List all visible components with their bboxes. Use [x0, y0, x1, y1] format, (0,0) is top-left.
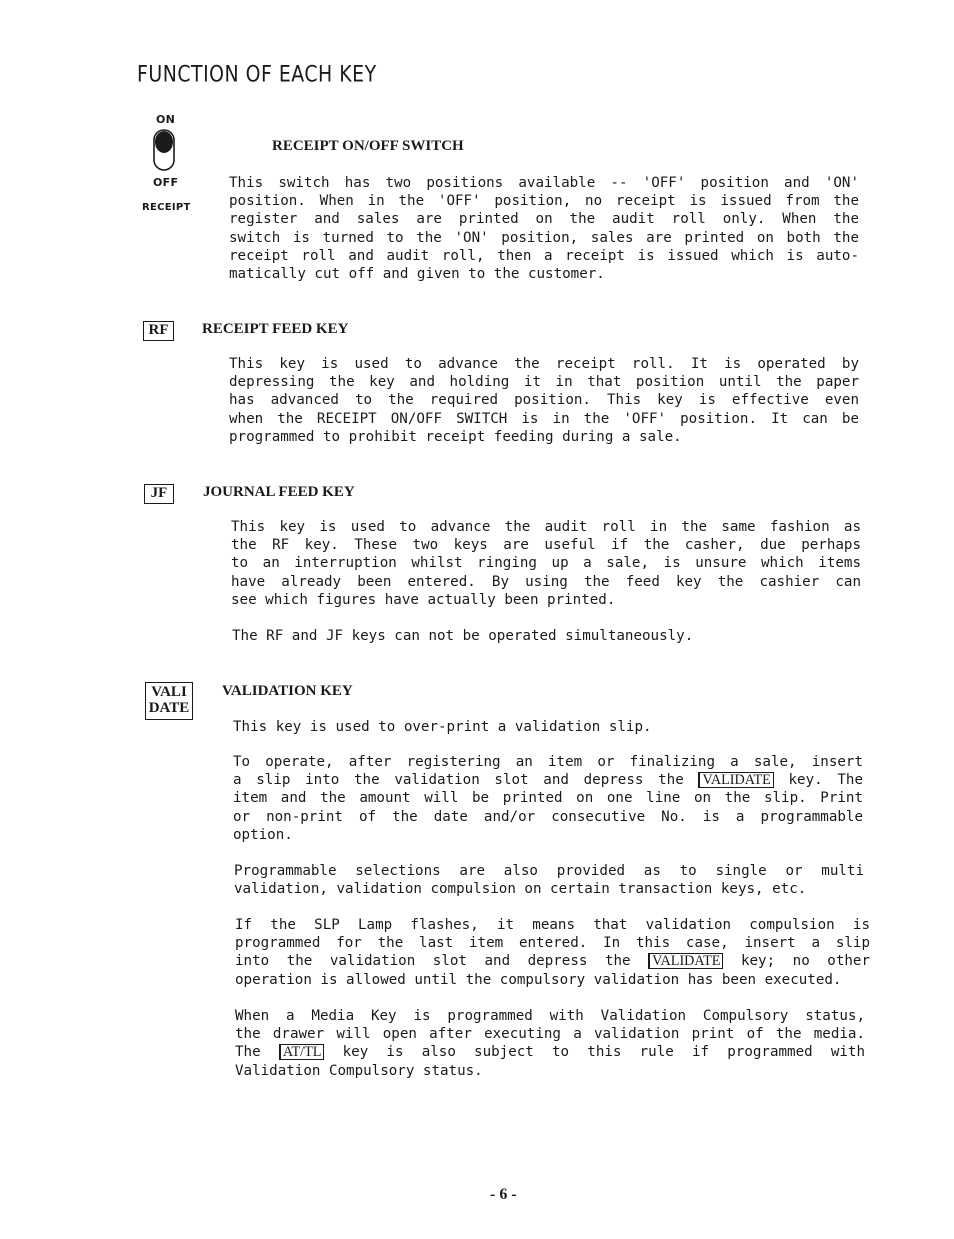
journal-feed-note: The RF and JF keys can not be operated simultaneously. — [232, 628, 694, 644]
text-line-with-key — [233, 771, 863, 789]
receipt-switch-heading: RECEIPT ON/OFF SWITCH — [272, 138, 464, 154]
validate-inline-key: VALIDATE — [698, 772, 773, 788]
validation-intro: This key is used to over-print a validation slip. — [233, 719, 652, 735]
validate-inline-key: VALIDATE — [648, 953, 723, 969]
text-segment: The — [235, 1044, 261, 1061]
switch-on-label: ON — [156, 113, 176, 126]
jf-key-icon: JF — [144, 484, 174, 504]
text-line: operation is allowed until the compulsory validation has been executed. — [235, 971, 842, 988]
at-tl-inline-key: AT/TL — [279, 1044, 325, 1060]
text-line: has advanced to the required position. This key is effective even — [229, 392, 859, 409]
text-line: Programmable selections are also provided as to single or multi — [234, 863, 864, 879]
receipt-feed-heading: RECEIPT FEED KEY — [202, 321, 349, 337]
text-line: item and the amount will be printed on one line on the slip. Print — [233, 790, 863, 807]
text-line: receipt roll and audit roll, then a receipt is issued which is auto- — [229, 247, 859, 264]
page-number: - 6 - — [490, 1186, 517, 1203]
text-line: This key is used to advance the audit roll in the same fashion as — [231, 519, 861, 535]
text-line: This key is used to advance the receipt roll. It is operated by — [229, 356, 859, 372]
text-line: If the SLP Lamp flashes, it means that validation compulsion is — [235, 917, 870, 933]
text-line-with-key — [235, 952, 870, 970]
validation-heading: VALIDATION KEY — [222, 683, 353, 699]
validation-paragraph-3 — [235, 916, 870, 989]
text-line: Validation Compulsory status. — [235, 1062, 483, 1079]
text-segment: into the validation slot and depress the — [235, 953, 631, 970]
text-line: register and sales are printed on the audit roll only. When the — [229, 211, 859, 228]
text-line-with-key — [235, 1043, 865, 1061]
text-line: programmed to prohibit receipt feeding during a sale. — [229, 428, 682, 445]
validate-key-line2: DATE — [148, 700, 190, 716]
text-segment: a slip into the validation slot and depress the — [233, 772, 684, 789]
text-line: switch is turned to the 'ON' position, sales are printed on both the — [229, 229, 859, 246]
text-line: matically cut off and given to the customer. — [229, 266, 605, 283]
rf-key-icon: RF — [143, 321, 174, 341]
receipt-feed-paragraph — [229, 355, 859, 446]
text-line: validation, validation compulsion on certain transaction keys, etc. — [234, 881, 807, 898]
journal-feed-paragraph — [231, 518, 861, 609]
validate-key-icon — [145, 682, 193, 720]
text-line: depressing the key and holding it in that position until the paper — [229, 374, 859, 391]
text-line: programmed for the last item entered. In this case, insert a slip — [235, 935, 870, 952]
text-line: to an interruption whilst ringing up a sale, is unsure which items — [231, 555, 861, 572]
text-line: When a Media Key is programmed with Validation Compulsory status, — [235, 1008, 865, 1024]
text-line: or non-print of the date and/or consecutive No. is a programmable — [233, 808, 863, 825]
text-line: the drawer will open after executing a validation print of the media. — [235, 1026, 865, 1043]
text-line: option. — [233, 826, 293, 843]
text-line: position. When in the 'OFF' position, no receipt is issued from the — [229, 193, 859, 210]
receipt-switch-paragraph — [229, 174, 859, 283]
page-title: FUNCTION OF EACH KEY — [137, 61, 377, 87]
toggle-switch-icon — [152, 128, 176, 176]
switch-off-label: OFF — [153, 176, 179, 189]
text-line: the RF key. These two keys are useful if the casher, due perhaps — [231, 537, 861, 554]
text-line: see which figures have actually been printed. — [231, 591, 616, 608]
text-segment: key is also subject to this rule if programmed with — [342, 1044, 865, 1061]
validation-paragraph-1 — [233, 753, 863, 844]
validation-paragraph-4 — [235, 1007, 865, 1080]
text-line: To operate, after registering an item or finalizing a sale, insert — [233, 754, 863, 770]
text-segment: key; no other — [740, 953, 870, 970]
text-line: when the RECEIPT ON/OFF SWITCH is in the 'OFF' position. It can be — [229, 410, 859, 427]
text-line: This switch has two positions available -- 'OFF' position and 'ON' — [229, 175, 859, 191]
text-line: have already been entered. By using the feed key the cashier can — [231, 573, 861, 590]
validate-key-line1: VALI — [151, 684, 187, 700]
journal-feed-heading: JOURNAL FEED KEY — [203, 484, 355, 500]
switch-receipt-label: RECEIPT — [142, 202, 191, 213]
text-segment: key. The — [788, 772, 864, 789]
validation-paragraph-2 — [234, 862, 864, 898]
